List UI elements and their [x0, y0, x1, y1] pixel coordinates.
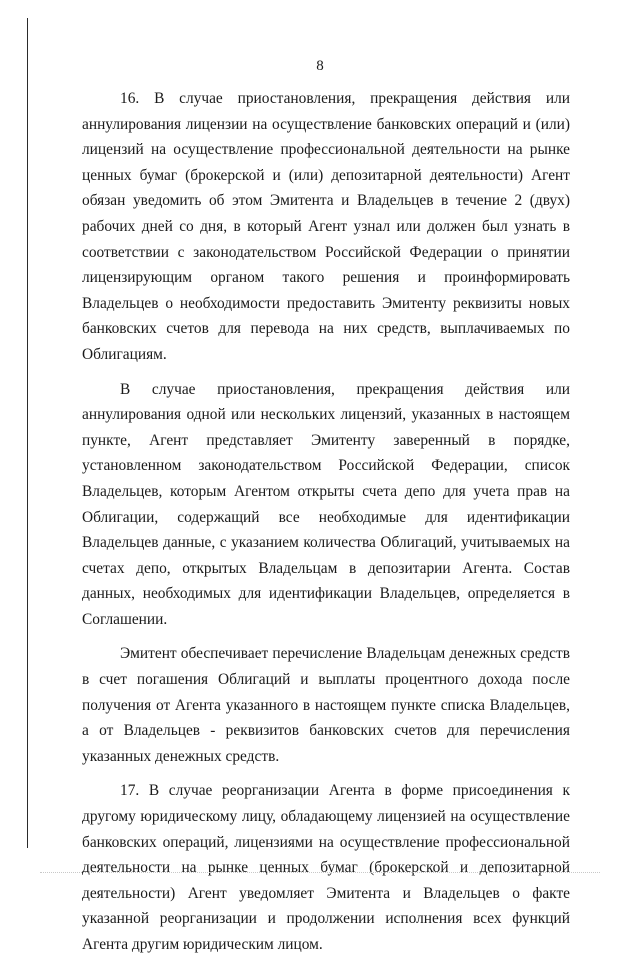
paragraph-16: 16. В случае приостановления, прекращения действия или аннулирования лицензии на осуществление банковских операций и (или) лицензий на осуществление профессиональной деятельности на рынке ценных бумаг (брокерской и (или) депозитарной деятельности) Агент обязан уведомить об этом Эмитента и Владельцев в течение 2 (двух) рабочих дней со дня, в который Агент узнал или должен был узнать в соответствии с законодательством Российской Федерации о принятии лицензирующим органом такого решения и проинформировать Владельцев о необходимости предоставить Эмитенту реквизиты новых банковских счетов для перевода на них средств, выплачиваемых по Облигациям. [82, 90, 570, 363]
paragraph-17: 17. В случае реорганизации Агента в форме присоединения к другому юридическому лицу, обладающему лицензией на осуществление банковских операций, лицензиями на осуществление профессиональной деятельности на рынке ценных бумаг (брокерской и депозитарной деятельности) Агент уведомляет Эмитента и Владельцев о факте указанной реорганизации и продолжении исполнения всех функций Агента другим юридическим лицом. [82, 782, 570, 953]
scan-artifact-dots [40, 872, 600, 873]
margin-line [27, 18, 28, 848]
paragraph-issuer-payments: Эмитент обеспечивает перечисление Владельцам денежных средств в счет погашения Облигаций и выплаты процентного дохода после получения от Агента указанного в настоящем пункте списка Владельцев, а от Владельцев - реквизитов банковских счетов для перечисления указанных денежных средств. [82, 645, 570, 765]
document-body [82, 86, 570, 967]
page-number: 8 [316, 58, 324, 74]
paragraph-license-suspension: В случае приостановления, прекращения действия или аннулирования одной или нескольких лицензий, указанных в настоящем пункте, Агент представляет Эмитенту заверенный в порядке, установленном законодательством Российской Федерации, список Владельцев, которым Агентом открыты счета депо для учета прав на Облигации, содержащий все необходимые для идентификации Владельцев данные, с указанием количества Облигаций, учитываемых на счетах депо, открытых Владельцам в депозитарии Агента. Состав данных, необходимых для идентификации Владельцев, определяется в Соглашении. [82, 380, 570, 628]
